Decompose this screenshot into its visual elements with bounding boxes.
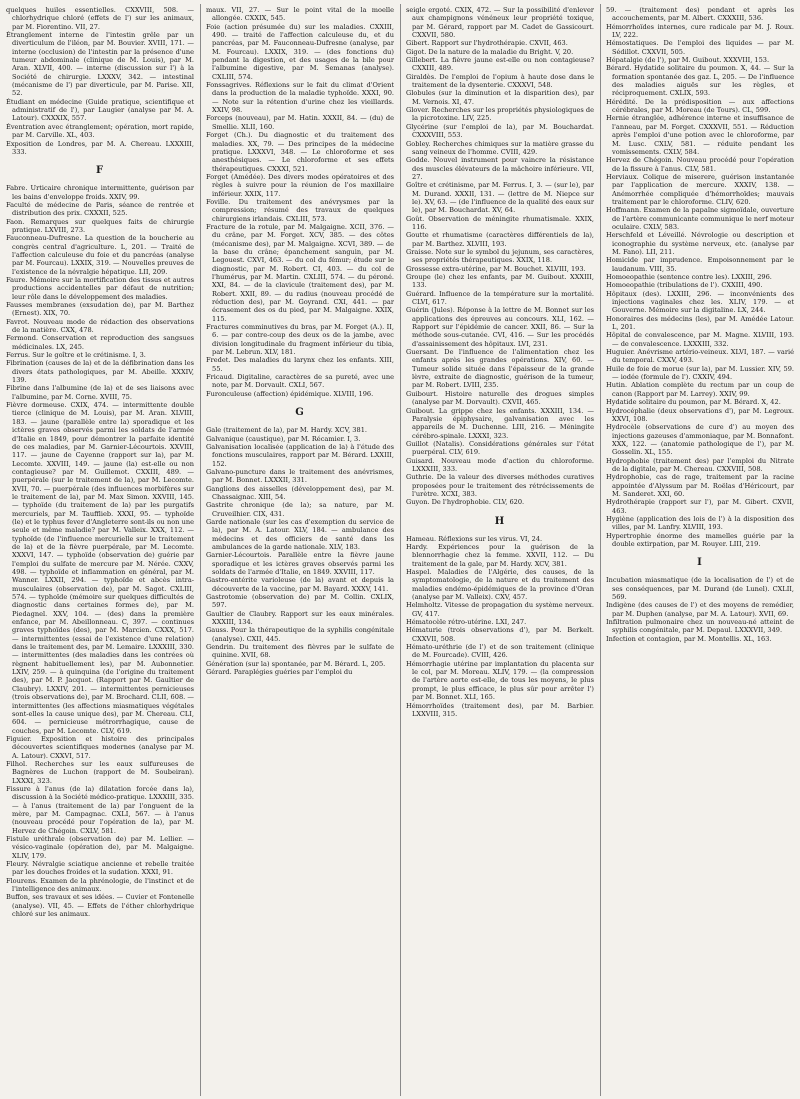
index-entry: Fredet. Des maladies du larynx chez les enfants. XIII, 55. bbox=[206, 356, 394, 373]
index-entry: Gastrite chronique (de la); sa nature, par M. Cruveilhier. CIX, 431. bbox=[206, 501, 394, 518]
index-entry: Hématocèle rétro-utérine. LXI, 247. bbox=[406, 618, 527, 627]
index-entry: Graisse. Note sur le symbol du jejunum, ses caractères, ses propriétés thérapeutiques. XXIX, 118. bbox=[406, 247, 594, 265]
index-entry: Hérédité. De la prédisposition — aux affections cérébrales, par M. Moreau (de Tours). CL, 599. bbox=[606, 97, 794, 115]
index-entry: Giraldès. De l'emploi de l'opium à haute dose dans le traitement de la dysenterie. CXXXVI, 548. bbox=[406, 72, 594, 90]
index-entry: Furonculeuse (affection) épidémique. XLVIII, 196. bbox=[206, 389, 374, 398]
index-entry: Guibout. La grippe chez les enfants. XXXIII, 134. — Paralysie épiphysaire, galvanisation avec les appareils de M. Duchenne. LIII, 216. — Méningite cérébro-spinale. LXXXI, 323. bbox=[406, 406, 594, 440]
index-entry: Infiltration pulmonaire chez un nouveau-né atteint de syphilis congénitale, par M. Depaul. LXXXVII, 349. bbox=[606, 618, 794, 635]
index-entry: Huguier. Anévrisme artério-veineux. XLVI, 187. — varié du temporal. CXXV, 493. bbox=[606, 348, 794, 365]
index-entry: Forget (Ch.). Du diagnostic et du traitement des maladies. XX, 79. — Des principes de la médecine pratique. LXXXVI, 348. — Le chloroforme et ses anesthésiques. — Le chloroforme et ses effets thérapeutiques. CXXXI, 521. bbox=[206, 131, 394, 173]
index-entry: Figuier. Exposition et histoire des principales découvertes scientifiques modernes (analyse par M. A. Latour). CXXVI, 517. bbox=[6, 734, 194, 760]
index-entry: Hervez de Chégoin. Nouveau procédé pour l'opération de la fissure à l'anus. CLV, 581. bbox=[606, 156, 794, 173]
index-entry: Fibrine dans l'albumine (de la) et de ses liaisons avec l'albumine, par M. Corne. XVIII, 75. bbox=[6, 384, 194, 401]
index-entry: Godde. Nouvel instrument pour vaincre la résistance des muscles élévateurs de la mâchoire inférieure. VII, 27. bbox=[406, 156, 594, 181]
index-entry: seigle ergoté. CXIX, 472. — Sur la possibilité d'enlever aux champignons vénéneux leur propriété toxique, par M. Gérard, rapport par M. Cadet de Gassicourt. CXXVII, 580. bbox=[406, 6, 594, 40]
index-entry: Gastro-entérite varioleuse (de la) avant et depuis la découverte de la vaccine, par M. Bayard. XXXV, 141. bbox=[206, 576, 394, 593]
index-entry: Glover. Recherches sur les propriétés physiologiques de la picrotoxine. LIV, 225. bbox=[406, 106, 594, 123]
index-entry: Gigot. De la nature de la maladie du Bright. V, 20. bbox=[406, 47, 574, 56]
index-entry: Goutte et rhumatisme (caractères différentiels de la), par M. Barthez. XLVIII, 193. bbox=[406, 231, 594, 248]
index-entry: Hématurie (trois observations d'), par M. Berkelt. CXXVII, 508. bbox=[406, 626, 594, 643]
index-entry: Globules (sur la diminution et la disparition des), par M. Vernois. XI, 47. bbox=[406, 89, 594, 106]
index-entry: Fistule uréthrale (observation de) par M. Lellier. — vésico-vaginale (opération de), par M. Malgaigne. XLIV, 179. bbox=[6, 835, 194, 860]
column-rule bbox=[600, 4, 601, 1096]
index-entry: Hôpital de convalescence, par M. Magne. XLVIII, 193. — de convalescence. LXXXIII, 332. bbox=[606, 331, 794, 348]
index-entry: Garde nationale (sur les cas d'exemption du service de la), par M. A. Latour. XLV, 184. — ambulance des médecins et des officiers de santé dans les ambulances de la garde nationale. XLV, 183. bbox=[206, 517, 394, 551]
index-entry: Faon. Remarques sur quelques faits de chirurgie pratique. LXVIII, 273. bbox=[6, 217, 194, 234]
index-entry: Hardy. Expériences pour la guérison de la blennorrhagie chez la femme. XXVII, 112. — Du traitement de la gale, par M. Hardy. XCV, 381. bbox=[406, 542, 594, 568]
index-entry: Hôpitaux (des). LXXIII, 296. — inconvénients des injections vaginales chez les. XLIV, 179. — et Gouverne. Mémoire sur la digitaline. LX, 244. bbox=[606, 289, 794, 315]
section-letter: F bbox=[95, 165, 105, 177]
index-entry: Foville. Du traitement des anévrysmes par la compression; résumé des travaux de quelques chirurgiens irlandais. CXLIII, 573. bbox=[206, 197, 394, 223]
section-letter: I bbox=[697, 557, 703, 569]
index-entry: Fièvre dormeuse. CXIX, 474. — intermittente double tierce (clinique de M. Louis), par M. Aran. XLVIII, 183. — jaune (parallèle entre la) sporadique et les ictères graves observés parmi les soldats de l'armée d'Italie en 1849, pour démontrer la parfaite identité de ces maladies, par M. Garnier-Lécourtois. XXVIII, 117. — jaune de Cayenne (rapport sur la), par M. Lecomte. XXVIII, 149. — jaune (la) est-elle ou non contagieuse? par M. Guillemot. CXXIII, 489. — puerpérale (sur le traitement de la), par M. Lecomte. XVII, 70. — puerpérale (des influences morbifères sur le traitement de la), par M. Max Simon. XXVIII, 145. — typhoïde (du traitement de la) par les purgatifs mercuriels, par M. Taufflieb. XXXI, 95. — typhoïde (le) et le typhus fever d'Angleterre sont-ils ou non une seule et même maladie? par M. Valleix. XXX, 112. — typhoïde (de l'influence mercurielle sur le traitement de la) et de la fièvre puerpérale, par M. Lecomte. XXXVI, 147. — typhoïde (observation de) guérie par l'emploi du sulfate de mercure par M. Nérée. CXXV, 498. — typhoïde et inflammation en général, par M. Wanner. LXXII, 294. — typhoïde et abcès intra-musculaires (observation de), par M. Sagot. CXLIII, 574. — typhoïde (mémoire sur quelques difficultés de diagnostic dans certaines formes de), par M. Piedagnel. XXV, 104. — (des) dans la première enfance, par M. Abeillonneau. C, 397. — continues graves typhoïdes (des), par M. Marcien. CXXX, 517. — intermittentes (essai de l'existence d'une relation) dans le traitement des, par M. Lemaire. LXXXIII, 330. — intermittentes (des maladies dans les contrées où règnent habituellement les), par M. Aubonnetier. LXIV, 259. — à quinquina (de l'origine du traitement des), par M. P. Jacquot. (Rapport par M. Gaultier de Claubry). LXXIV, 201. — intermittentes pernicieuses (trois observations de), par M. Brochard. CLII, 608. — intermittentes (les affections miasmatiques végétales sont-elles la cause unique des), par M. Chereau. CLI, 604. — pernicieuse métrorrhagique, cause de couches, par M. Lecomte. CLV, 619. bbox=[6, 401, 194, 735]
index-entry: Goître et crétinisme, par M. Ferrus. I, 3. — (sur le), par M. Durand. XXXII, 131. — (lettre de M. Niepce sur le). XV, 63. — (de l'influence de la qualité des eaux sur le), par M. Bouchardat. XV, 64. bbox=[406, 181, 594, 215]
index-entry: Gobley. Recherches chimiques sur la matière grasse du sang veineux de l'homme. CVIII, 429. bbox=[406, 139, 594, 156]
index-entry: Indigène (des causes de l') et des moyens de remédier, par M. Duphen (analyse, par M. A. Latour). XVII, 69. bbox=[606, 601, 794, 618]
section-letter: H bbox=[494, 515, 506, 527]
index-entry: Gaultier de Claubry. Rapport sur les eaux minérales. XXXIII, 134. bbox=[206, 609, 394, 627]
index-entry: Honoraires des médecins (les), par M. Amédée Latour. L, 201. bbox=[606, 314, 794, 332]
index-entry: Étranglement interne de l'intestin grêle par un diverticulum de l'iléon, par M. Bouvier. XVIII, 171. — interne (occlusion) de l'intestin par la présence d'une tumeur abdominale (clinique de M. Louis), par M. Aran. XLVII, 400. — interne (discussion sur l') à la Société de chirurgie. LXXXV, 342. — intestinal (mécanisme de l') par diverticule, par M. Parise. XII, 52. bbox=[6, 31, 194, 98]
index-entry: Flourens. Examen de la phrénologie, de l'instinct et de l'intelligence des animaux. bbox=[6, 876, 194, 894]
index-entry: Haspel. Maladies de l'Algérie, des causes, de la symptomatologie, de la nature et du traitement des maladies endémo-épidémiques de la province d'Oran (analyse par M. Valleix). CXV, 457. bbox=[406, 568, 594, 602]
index-entry: Faure. Mémoire sur la mortification des tissus et autres productions accidentelles par défaut de nutrition; leur rôle dans le développement des maladies. bbox=[6, 275, 194, 301]
index-entry: Buffon, ses travaux et ses idées. — Cuvier et Fontenelle (analyse). VII, 45. — Effets de l'éther chlorhydrique chloré sur les animaux. bbox=[6, 893, 194, 919]
index-entry: Hydrophobie, cas de rage, traitement par la racine appointée d'Alyssum par M. Roëlas d'Héricourt, par M. Sanderet. XXI, 60. bbox=[606, 473, 794, 498]
index-entry: Gale (traitement de la), par M. Hardy. XCV, 381. bbox=[206, 426, 367, 435]
index-entry: Grossesse extra-utérine, par M. Bouchet. XLVIII, 193. bbox=[406, 264, 586, 273]
index-entry: Hémorrhoïdes (traitement des), par M. Barbier. LXXVIII, 315. bbox=[406, 701, 594, 718]
index-entry: Homicide par imprudence. Empoisonnement par le laudanum. VIII, 35. bbox=[606, 256, 794, 273]
index-entry: Homoeopathie (sentence contre les). LXXIII, 296. bbox=[606, 273, 772, 281]
index-entry: Filhol. Recherches sur les eaux sulfureuses de Bagnères de Luchon (rapport de M. Soubeiran). LXXXI, 323. bbox=[6, 759, 194, 785]
index-entry: Gillebert. La fièvre jaune est-elle ou non contagieuse? CXXIII, 489. bbox=[406, 56, 594, 73]
index-entry: Génération (sur la) spontanée, par M. Bérard. L, 205. bbox=[206, 659, 386, 668]
index-entry: Guyon. De l'hydrophobie. CLV, 620. bbox=[406, 498, 525, 507]
section-letter: G bbox=[295, 407, 305, 419]
index-entry: Guibourt. Histoire naturelle des drogues simples (analyse par M. Dorvault). CXVII, 465. bbox=[406, 389, 594, 407]
index-entry: Herschfeld et Léveillé. Névrologie ou description et iconographie du système nerveux, etc. (analyse par M. Fano). LII, 211. bbox=[606, 231, 794, 256]
index-entry: Guérin (Jules). Réponse à la lettre de M. Bonnet sur les applications des épreuves au concours. XLI, 162. — Rapport sur l'épidémie de cancer. XXII, 86. — Sur la méthode sous-cutanée. CVI, 416. — Sur les procédés d'assainissement des hôpitaux. LVI, 231. bbox=[406, 306, 594, 348]
index-entry: Fricaud. Digitaline, caractères de sa pureté, avec une note, par M. Dorvault. CXLI, 567. bbox=[206, 373, 394, 390]
index-entry: Fissure à l'anus (de la) dilatation forcée dans la), discussion à la Société médico-pratique. LXXXIII, 335. — à l'anus (traitement de la) par l'onguent de la mère, par M. Campagnac. CXLI, 567. — à l'anus (nouveau procédé pour l'opération de la), par M. Hervez de Chégoin. CXLV, 581. bbox=[6, 784, 194, 835]
index-entry: Glycérine (sur l'emploi de la), par M. Bouchardat. CXXXVIII, 553. bbox=[406, 122, 594, 140]
index-entry: Fausses membranes (exsudation de), par M. Barthez (Ernest). XIX, 70. bbox=[6, 301, 194, 318]
index-entry: Herviaux. Colique de miserere, guérison instantanée par l'application de mercure. XXXIV, 138. — Anémorrhée compliquée d'hémorrhoïdes; mauvais traitement par le chloroforme. CLIV, 620. bbox=[606, 172, 794, 206]
index-entry: Étudiant en médecine (Guide pratique, scientifique et administratif de l'), par Laugier (analyse par M. A. Latour). CXXXIX, 557. bbox=[6, 97, 194, 123]
index-entry: Favrot. Nouveau mode de rédaction des observations de la matière. CXX, 478. bbox=[6, 317, 194, 335]
index-entry: Galvanisation localisée (application de la) à l'étude des fonctions musculaires, rapport par M. Bérard. LXXIII, 152. bbox=[206, 442, 394, 468]
index-entry: Hydrocéphalie (deux observations d'), par M. Legroux. XXVI, 108. bbox=[606, 406, 794, 423]
index-entry: Fabre. Urticaire chronique intermittente, guérison par les bains d'enveloppe froids. XXIV, 99. bbox=[6, 184, 194, 201]
index-entry: Fauconneau-Dufresne. La question de la boucherie au congrès central d'agriculture. L, 201. — Traité de l'affection calculeuse du foie et du pancréas (analyse par M. Fourcau). LXXIX, 319. — Nouvelles preuves de l'existence de la névralgie hépatique. LII, 209. bbox=[6, 234, 194, 276]
index-entry: Hygiène (application des lois de l') à la disposition des villes, par M. Lanfry. XLVIII, 193. bbox=[606, 514, 794, 532]
index-entry: Hernie étranglée, adhérence interne et insuffisance de l'anneau, par M. Forget. CXXXVII, 551. — Réduction après l'emploi d'une potion avec le chloroforme, par M. Lusc. CXLV, 581. — réduite pendant les vomissements. CXLV, 584. bbox=[606, 114, 794, 156]
column-rule bbox=[400, 4, 401, 1096]
index-entry: Hutin. Ablation complète du rectum par un coup de canon (Rapport par M. Larrey). XXIV, 99. bbox=[606, 381, 794, 398]
index-entry: Forceps (nouveau), par M. Hatin. XXXII, 84. — (du) de Smellie. XLII, 160. bbox=[206, 114, 394, 131]
index-entry: 59. — (traitement des) pendant et après les accouchements, par M. Albert. CXXXIII, 536. bbox=[606, 6, 794, 23]
index-entry: Ganglions des aisselles (développement des), par M. Chassaignac. XIII, 54. bbox=[206, 484, 394, 501]
index-entry: Hydatide solitaire du poumon, par M. Bérard. X, 42. bbox=[606, 398, 781, 407]
index-entry: Guthrie. De la valeur des diverses méthodes curatives proposées pour le traitement des rétrécissements de l'urètre. XCXI, 383. bbox=[406, 473, 594, 498]
index-entry: Hémostatiques. De l'emploi des liquides — par M. Sédillot. CXXVII, 505. bbox=[606, 39, 794, 56]
index-entry: quelques huiles essentielles. CXXVIII, 508. — chlorhydrique chloré (effets de l') sur les animaux, par M. Fiorentino. VII, 27. bbox=[6, 6, 194, 31]
index-entry: Fracture de la rotule, par M. Malgaigne. XCII, 376. — du crâne, par M. Forget. XCV, 385. — des côtes (mécanisme des), par M. Malgaigne. XCVI, 389. — de la base du crâne; épanchement sanguin, par M. Legouest. CXVI, 463. — du col du fémur; étude sur le diagnostic, par M. Robert. CI, 403. — du col de l'humérus, par M. Martin. CXLIII, 574. — du péroné. XXI, 84. — de la clavicule (traitement des), par M. Robert. XXII, 89. — du radius (nouveau procédé de réduction des), par M. Goyrand. CXI, 441. — par écrasement des os du pied, par M. Malgaigne. XXIX, 115. bbox=[206, 222, 394, 323]
index-entry: Gibert. Rapport sur l'hydrothérapie. CXVII, 463. bbox=[406, 39, 568, 48]
index-entry: Fonssagrives. Réflexions sur le fait du climat d'Orient dans la production de la maladie typhoïde. XXXI, 90. — Note sur la rétention d'urine chez les vieillards. XXIV, 98. bbox=[206, 81, 394, 115]
index-entry: Ferrus. Sur le goître et le crétinisme. I, 3. bbox=[6, 351, 146, 360]
index-column-3 bbox=[406, 6, 594, 1096]
index-entry: Forget (Amédée). Des divers modes opératoires et des règles à suivre pour la réunion de l'os maxillaire inférieur. XXIX, 117. bbox=[206, 172, 394, 198]
index-entry: Helmholtz. Vitesse de propagation du système nerveux. GV, 417. bbox=[406, 601, 594, 618]
index-entry: Guisard. Nouveau mode d'action du chloroforme. LXXXIII, 333. bbox=[406, 456, 594, 473]
index-entry: Galvano-puncture dans le traitement des anévrismes, par M. Bonnet. LXXXII, 331. bbox=[206, 467, 394, 485]
index-entry: Fibrination (causes de la) et de la défibrination dans les divers états pathologiques, par M. Abeille. XXXIV, 139. bbox=[6, 359, 194, 385]
index-entry: Hydrophobie (traitement des) par l'emploi du Nitrate de la digitale, par M. Chereau. CXXVIII, 508. bbox=[606, 456, 794, 473]
index-entry: Guillot (Natalis). Considérations générales sur l'état puerpéral. CLV, 619. bbox=[406, 439, 594, 457]
index-entry: Gérard. Paraplégies guéries par l'emploi du bbox=[206, 668, 353, 677]
index-entry: Goût. Observation de méningite rhumatismale. XXIX, 116. bbox=[406, 214, 594, 231]
index-entry: Gastrotomie (observation de) par M. Collin. CXLIX, 597. bbox=[206, 593, 394, 610]
index-entry: Incubation miasmatique (de la localisation de l') et de ses conséquences, par M. Durand (de Lunel). CXLII, 569. bbox=[606, 576, 794, 602]
index-entry: Fleury. Névralgie sciatique ancienne et rebelle traitée par les douches froides et la sudation. XXXI, 91. bbox=[6, 860, 194, 877]
index-entry: Huile de foie de morue (sur la), par M. Lussier. XIV, 59. — iodée (formule de l'). CXXIV, 494. bbox=[606, 364, 794, 382]
index-entry: Faculté de médecine de Paris, séance de rentrée et distribution des prix. CXXXII, 525. bbox=[6, 200, 194, 218]
index-entry: Guersant. De l'influence de l'alimentation chez les enfants après les grandes opérations. XIV, 60. — Tumeur solide située dans l'épaisseur de la grande lèvre, extraite de diagnostic, guérison de la tumeur, par M. Robert. LVIII, 235. bbox=[406, 348, 594, 390]
index-column-1 bbox=[6, 6, 194, 1096]
index-entry: Fractures comminutives du bras, par M. Forget (A.). II, 6. — par contre-coup des deux os de la jambe, avec division longitudinale du fragment inférieur du tibia, par M. Lebrun. XLV, 181. bbox=[206, 323, 394, 357]
index-entry: Infection et contagion, par M. Montellis. XL, 163. bbox=[606, 634, 772, 643]
index-entry: Gauss. Pour la thérapeutique de la syphilis congénitale (analyse). CXII, 445. bbox=[206, 626, 394, 643]
index-entry: Fermond. Conservation et reproduction des sangsues médicinales. LX, 245. bbox=[6, 334, 194, 351]
index-entry: Guérard. Influence de la température sur la mortalité. CLVI, 617. bbox=[406, 289, 594, 307]
index-entry: Groupe (le) chez les enfants, par M. Guibout. XXXIII, 133. bbox=[406, 273, 594, 290]
index-entry: Hoffmann. Examen de la papaïne sigmoïdale, ouverture de l'artère communicante communique le nerf moteur oculaire. CXLV, 583. bbox=[606, 206, 794, 231]
index-entry: Hydrocèle (observations de cure d') au moyen des injections gazeuses d'ammoniaque, par M. Bonnafont. XXX, 122. — (anatomie pathologique de l'), par M. Gosselin. XL, 155. bbox=[606, 423, 794, 457]
index-entry: Hémorrhagie utérine par implantation du placenta sur le col, par M. Moreau. XLIV, 179. — (la compression de l'artère aorte est-elle, de tous les moyens, le plus prompt, le plus efficace, le plus sûr pour arrêter l') par M. Bonnet. XLI, 165. bbox=[406, 659, 594, 702]
column-rule bbox=[200, 4, 201, 1096]
index-entry: Éventration avec étranglement; opération, mort rapide, par M. Carville. XL, 403. bbox=[6, 122, 194, 140]
index-column-4 bbox=[606, 6, 794, 1096]
index-entry: Exposition de Londres, par M. A. Chereau. LXXXIII, 333. bbox=[6, 139, 194, 156]
index-column-2 bbox=[206, 6, 394, 1096]
index-entry: Galvanique (caustique), par M. Récamier. I, 3. bbox=[206, 434, 361, 443]
index-entry: Hépatalgie (de l'), par M. Guibout. XXXVIII, 153. bbox=[606, 56, 770, 65]
index-entry: maux. VII, 27. — Sur le point vital de la moelle allongée. CXXIX, 545. bbox=[206, 6, 394, 23]
index-entry: Hémorrhoïdes internes, cure radicale par M. J. Roux. LV, 222. bbox=[606, 22, 794, 40]
index-entry: Hameau. Réflexions sur les virus. VI, 24. bbox=[406, 534, 543, 543]
index-entry: Gendrin. Du traitement des fièvres par le sulfate de quinine. XVII, 68. bbox=[206, 643, 394, 660]
index-entry: Hypertrophie énorme des mamelles guérie par la double extirpation, par M. Rouyer. LIII, 219. bbox=[606, 531, 794, 548]
index-entry: Foie (action présumée du) sur les maladies. CXXIII, 490. — traité de l'affection calculeuse du, et du pancréas, par M. Fauconneau-Dufresne (analyse, par M. Fourcau). LXXIX, 319. — (des fonctions du) pendant la digestion, et des usages de la bile pour l'albumine digestive, par M. Semanas (analyse). CXLIII, 574. bbox=[206, 22, 394, 81]
index-entry: Hydrothérapie (rapport sur l'), par M. Gibert. CXVII, 463. bbox=[606, 498, 794, 515]
index-entry: Homoeopathie (tribulations de l'). CXXIII, 490. bbox=[606, 281, 763, 290]
index-entry: Hémato-uréthrie (de l') et de son traitement (clinique de M. Fourcade). CVIII, 426. bbox=[406, 643, 594, 660]
index-entry: Bérard. Hydatide solitaire du poumon. X, 44. — Sur la formation spontanée des gaz. L, 205. — De l'influence des maladies aiguës sur les règles, et réciproquement. CXLIX, 593. bbox=[606, 64, 794, 98]
index-entry: Garnier-Lécourtois. Parallèle entre la fièvre jaune sporadique et les ictères graves observés parmi les soldats de l'armée d'Italie, en 1849. XXVIII, 117. bbox=[206, 551, 394, 576]
